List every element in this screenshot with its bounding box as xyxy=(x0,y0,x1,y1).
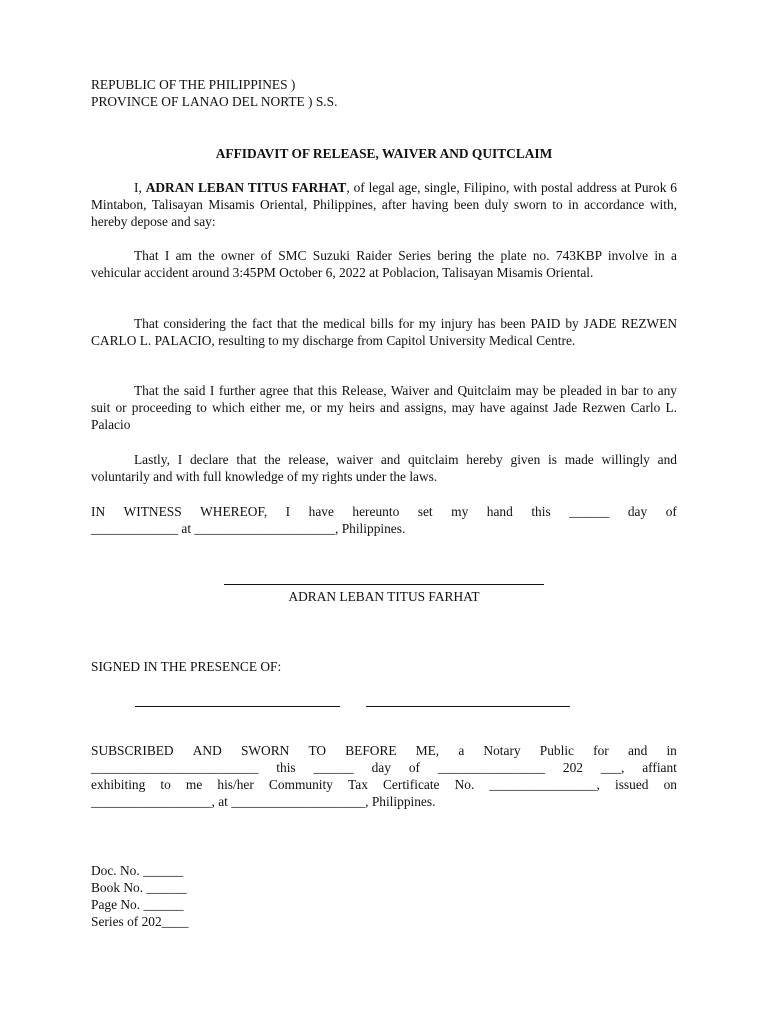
affiant-signature-line xyxy=(224,584,544,585)
jurat-line-3 xyxy=(91,776,677,793)
word: of xyxy=(408,760,420,775)
caption-block xyxy=(91,76,337,110)
word: No. xyxy=(454,777,475,792)
witness-signature-line-2 xyxy=(366,706,570,707)
word: on xyxy=(663,777,677,792)
witness-line-2: _____________ at _____________________, Philippines. xyxy=(91,521,406,536)
page-number: Page No. ______ xyxy=(91,897,184,912)
word: in xyxy=(666,743,677,758)
jurat-line-1 xyxy=(91,742,677,759)
word: Public xyxy=(539,743,574,758)
word: to xyxy=(160,777,171,792)
word: ME, xyxy=(415,743,440,758)
word: SUBSCRIBED xyxy=(91,743,174,758)
word: Tax xyxy=(348,777,368,792)
word: BEFORE xyxy=(345,743,397,758)
intro-prefix: I, xyxy=(134,180,146,195)
jurat-block xyxy=(91,742,677,810)
word: Community xyxy=(268,777,333,792)
caption-province: PROVINCE OF LANAO DEL NORTE ) S.S. xyxy=(91,94,338,109)
word: 202 xyxy=(562,760,583,775)
word: ________________ xyxy=(437,760,545,775)
word: and xyxy=(627,743,648,758)
word: of xyxy=(665,504,677,519)
word: a xyxy=(458,743,465,758)
word: for xyxy=(593,743,609,758)
witness-signature-line-1 xyxy=(135,706,340,707)
medical-paragraph: That considering the fact that the medical bills for my injury has been PAID by JADE REZWEN CARLO L. PALACIO, resulting to my discharge from Capitol University Medical Centre. xyxy=(91,316,677,348)
intro-paragraph xyxy=(91,179,677,230)
document-title: AFFIDAVIT OF RELEASE, WAIVER AND QUITCLAIM xyxy=(215,146,553,161)
word: my xyxy=(451,504,469,519)
word: hereunto xyxy=(352,504,400,519)
word: ______ xyxy=(569,504,610,519)
word: day xyxy=(627,504,648,519)
word: this xyxy=(276,760,296,775)
affiant-name-bold: ADRAN LEBAN TITUS FARHAT xyxy=(145,180,347,195)
book-number: Book No. ______ xyxy=(91,880,187,895)
word: hand xyxy=(486,504,513,519)
word: me xyxy=(185,777,203,792)
word: have xyxy=(308,504,334,519)
witness-clause xyxy=(91,503,677,537)
presence-label: SIGNED IN THE PRESENCE OF: xyxy=(91,659,282,674)
word: Notary xyxy=(483,743,521,758)
word: WHEREOF, xyxy=(200,504,268,519)
word: I xyxy=(285,504,291,519)
witness-line-1 xyxy=(91,503,677,520)
word: AND xyxy=(192,743,222,758)
intro-rest: , of legal age, single, Filipino, with postal address at Purok 6 Mintabon, Talisayan Misamis Oriental, Philippines, after having been duly sworn to in accordance with, hereby depose and say: xyxy=(91,180,677,229)
word: exhibiting xyxy=(91,777,146,792)
word: IN xyxy=(91,504,106,519)
word: WITNESS xyxy=(123,504,182,519)
jurat-line-4: __________________, at ____________________, Philippines. xyxy=(91,794,436,809)
word: ___, xyxy=(600,760,625,775)
word: ________________, xyxy=(489,777,600,792)
notarial-register xyxy=(91,862,188,930)
word: day xyxy=(371,760,391,775)
jurat-line-2 xyxy=(91,759,677,776)
word: TO xyxy=(308,743,327,758)
word: affiant xyxy=(642,760,677,775)
word: ______ xyxy=(313,760,354,775)
word: set xyxy=(417,504,433,519)
word: _________________________ xyxy=(91,760,259,775)
affiant-signature-name: ADRAN LEBAN TITUS FARHAT xyxy=(288,589,480,604)
word: his/her xyxy=(217,777,254,792)
caption-republic: REPUBLIC OF THE PHILIPPINES ) xyxy=(91,77,296,92)
agreement-paragraph: That the said I further agree that this Release, Waiver and Quitclaim may be pleaded in bar to any suit or proceeding to which either me, or my heirs and assigns, may have against Jade Rezwen Carlo L. Palacio xyxy=(91,383,677,432)
word: SWORN xyxy=(240,743,290,758)
word: this xyxy=(531,504,551,519)
doc-number: Doc. No. ______ xyxy=(91,863,184,878)
word: Certificate xyxy=(383,777,440,792)
word: issued xyxy=(615,777,649,792)
ownership-paragraph: That I am the owner of SMC Suzuki Raider Series bering the plate no. 743KBP involve in a vehicular accident around 3:45PM October 6, 2022 at Poblacion, Talisayan Misamis Oriental. xyxy=(91,248,677,280)
declaration-paragraph: Lastly, I declare that the release, waiver and quitclaim hereby given is made willingly and voluntarily and with full knowledge of my rights under the laws. xyxy=(91,452,677,484)
series-year: Series of 202____ xyxy=(91,914,189,929)
